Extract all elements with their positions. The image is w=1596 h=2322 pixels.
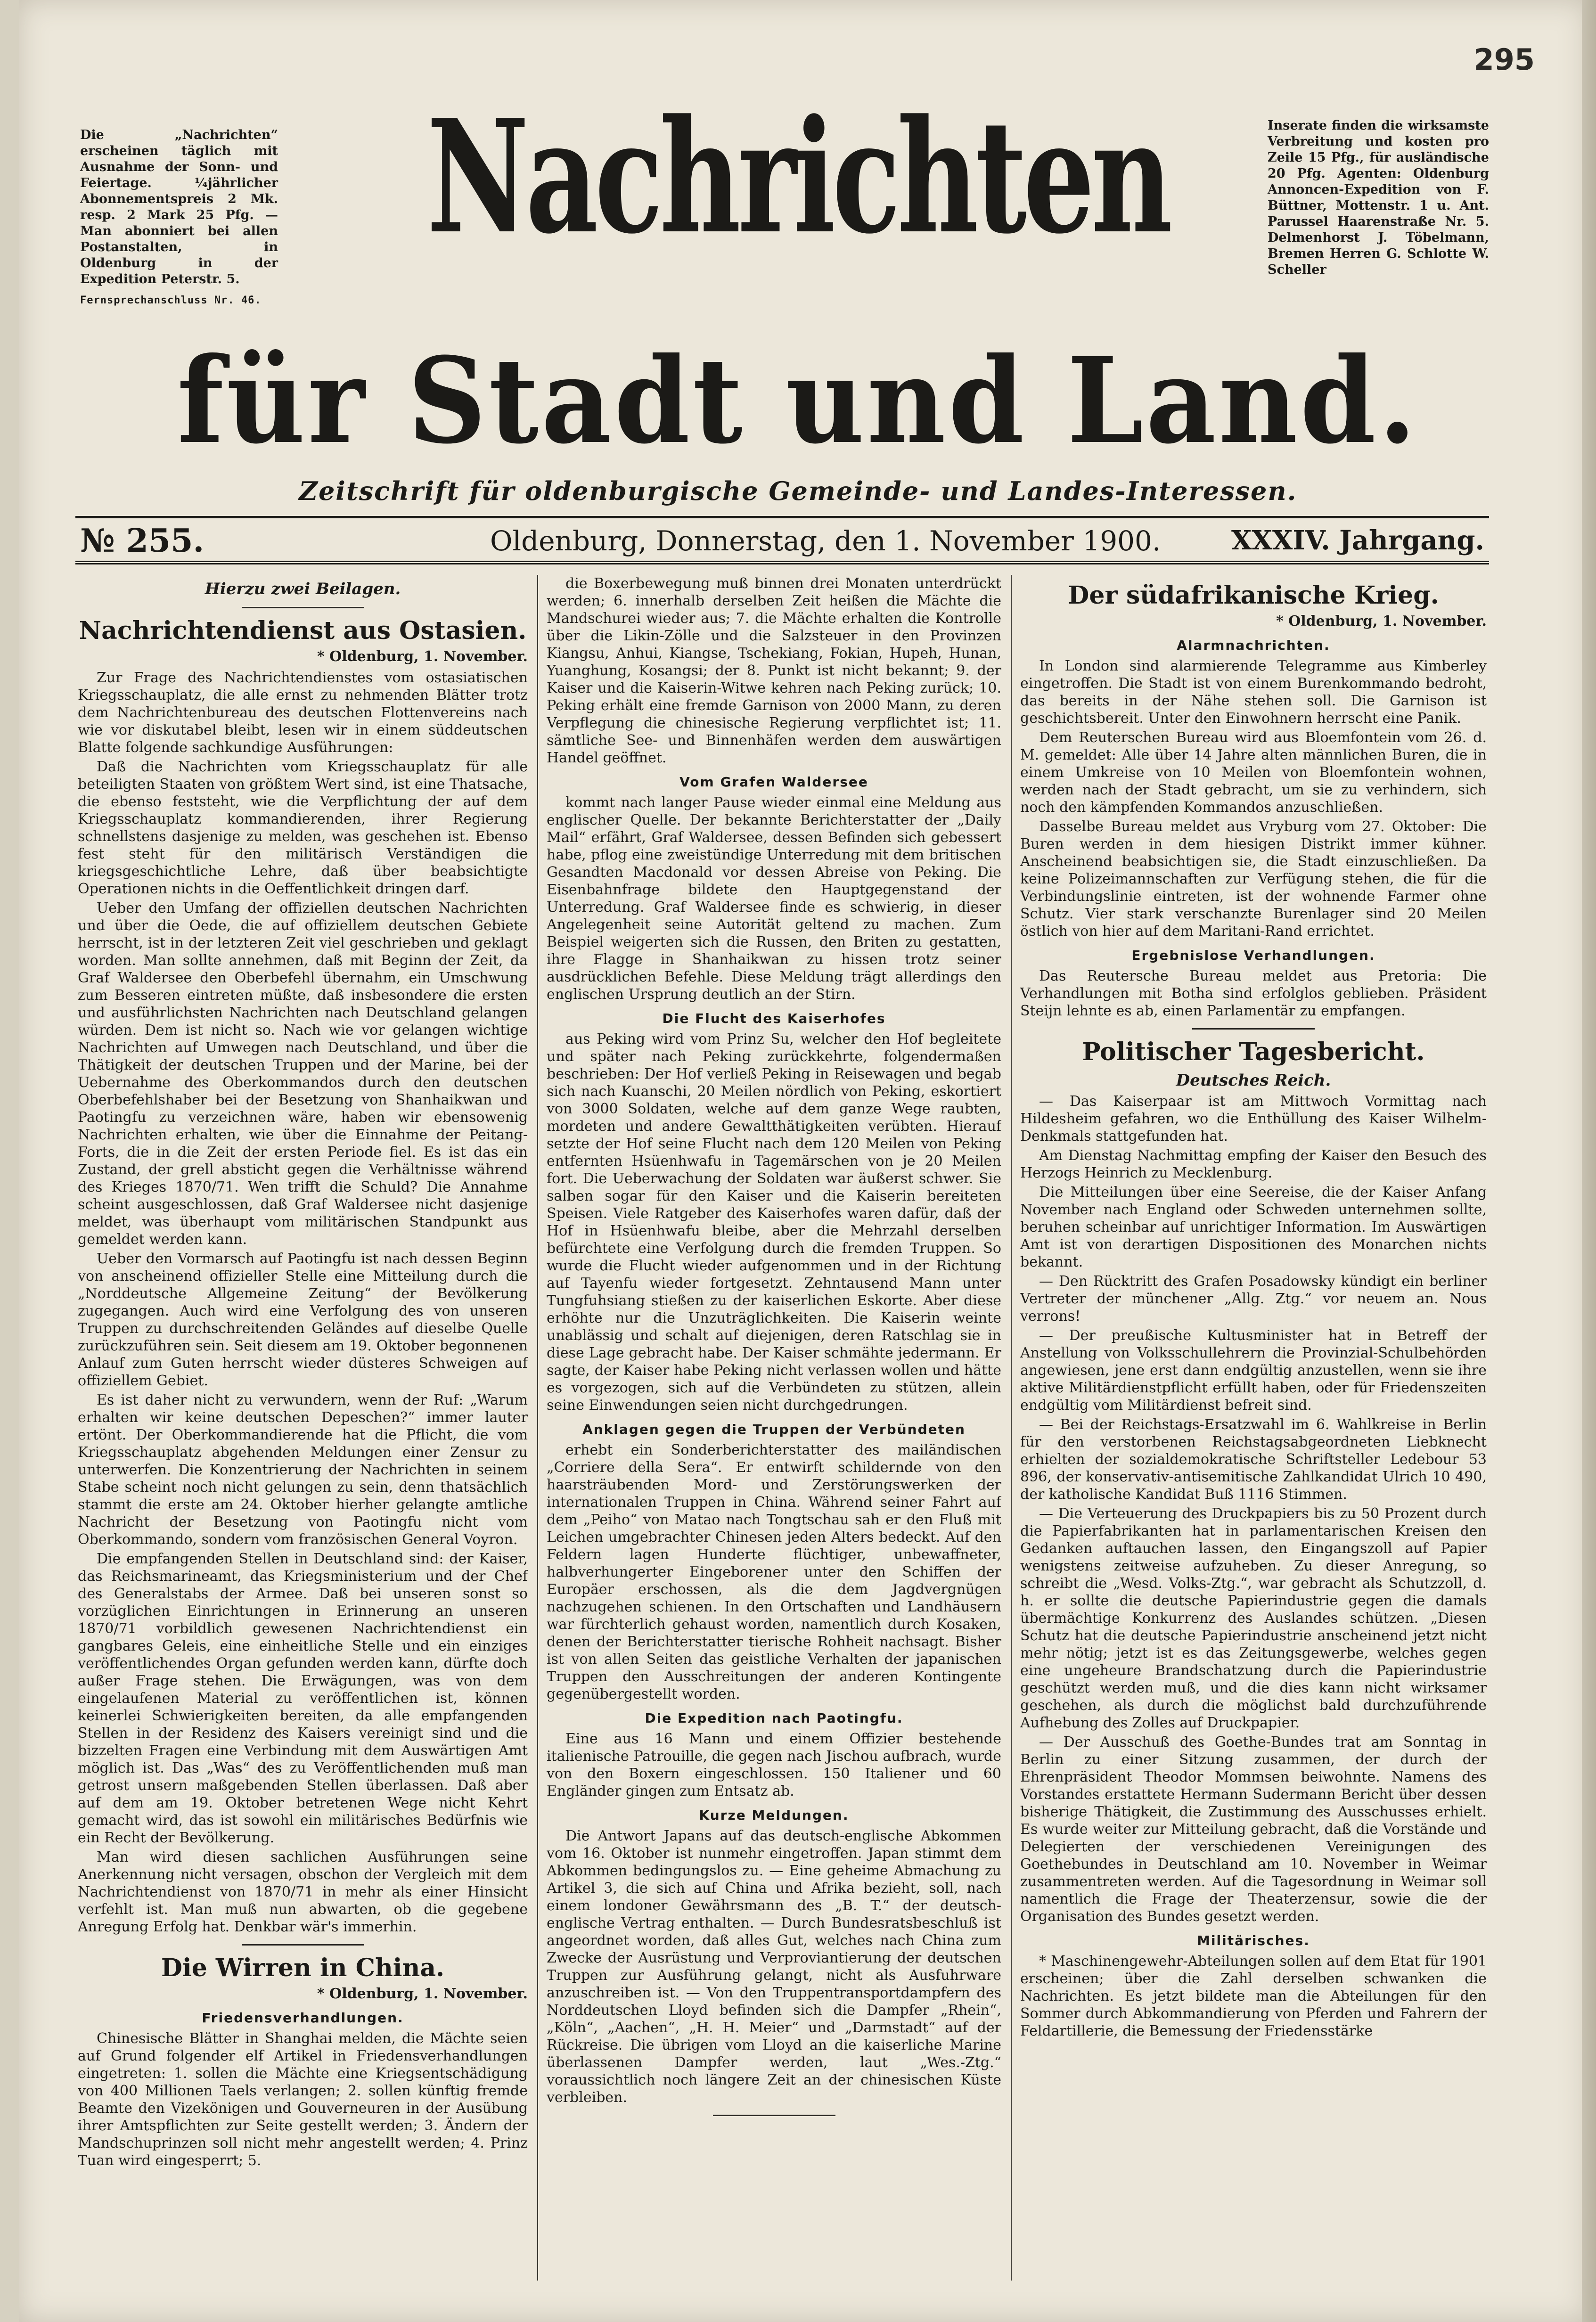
paragraph: — Den Rücktritt des Grafen Posadowsky kündigt ein berliner Vertreter der münchener „Allg. Ztg.“ vor neuem an. Nous verrons! — [1020, 1273, 1487, 1325]
paragraph: Es ist daher nicht zu verwundern, wenn der Ruf: „Warum erhalten wir keine deutschen Depeschen?“ immer lauter ertönt. Der Oberkommandierende hat die Pflicht, die vom Kriegsschauplatz abgehenden Meldungen einer Zensur zu unterwerfen. Die Konzentrierung der Nachrichten in seinem Stabe scheint noch nicht gelungen zu sein, denn thatsächlich stammt die erste am 24. Oktober hierher gelangte amtliche Nachricht der Besetzung von Paotingfu nicht vom Oberkommando, sondern vom französischen General Voyron. — [78, 1392, 528, 1548]
paragraph: die Boxerbewegung muß binnen drei Monaten unterdrückt werden; 6. innerhalb derselben Zeit heißen die Mächte die Mandschurei wieder aus; 7. die Mächte erhalten die Kontrolle über die Likin-Zölle und die Salzsteuer in den Provinzen Kiangsu, Anhui, Kiangse, Tschekiang, Fokian, Hupeh, Hunan, Yuanghung, Kosangsi; der 8. Punkt ist nicht bekannt; 9. der Kaiser und die Kaiserin-Witwe kehren nach Peking zurück; 10. Peking erhält eine fremde Garnison von 2000 Mann, zu deren Verpflegung die chinesische Regierung verpflichtet ist; 11. sämtliche See- und Binnenhäfen werden dem auswärtigen Handel geöffnet. — [547, 575, 1001, 766]
paragraph: Dem Reuterschen Bureau wird aus Bloemfontein vom 26. d. M. gemeldet: Alle über 14 Jahre alten männlichen Buren, die in einem Umkreise von 10 Meilen von Bloemfontein wohnen, werden nach der Stadt gebracht, um sie zu verhindern, sich noch den kämpfenden Kommandos anzuschließen. — [1020, 729, 1487, 816]
article-dateline: * Oldenburg, 1. November. — [317, 648, 528, 665]
section-heading: Anklagen gegen die Truppen der Verbündeten — [582, 1422, 966, 1437]
paragraph: * Maschinengewehr-Abteilungen sollen auf dem Etat für 1901 erscheinen; über die Zahl derselben schwanken die Nachrichten. Es jetzt bildete man die Abteilungen für den Sommer durch Abkommandierung von Pferden und Fahrern der Feldartillerie, die Bemessung der Friedensstärke — [1020, 1953, 1487, 2039]
paragraph: — Das Kaiserpaar ist am Mittwoch Vormittag nach Hildesheim gefahren, wo die Enthüllung des Kaiser Wilhelm-Denkmals stattgefunden hat. — [1020, 1093, 1487, 1145]
paragraph: — Bei der Reichstags-Ersatzwahl im 6. Wahlkreise in Berlin für den verstorbenen Reichstagsabgeordneten Liebknecht erhielten der sozialdemokratische Schriftsteller Ledebour 53 896, der konservativ-antisemitische Zahlkandidat Ulrich 10 490, der katholische Kandidat Buß 1116 Stimmen. — [1020, 1416, 1487, 1503]
volume-year: XXXIV. Jahrgang. — [1231, 525, 1484, 556]
paragraph: Chinesische Blätter in Shanghai melden, die Mächte seien auf Grund folgender elf Artikel in Friedensverhandlungen eingetreten: 1. sollen die Mächte eine Kriegsentschädigung von 400 Millionen Taels verlangen; 2. sollen künftig fremde Beamte den Vizekönigen und Gouverneuren in der Ausübung ihrer Amtspflichten zur Seite gestellt werden; 3. Ändern der Mandschuprinzen soll nicht mehr angestellt werden; 4. Prinz Tuan wird eingesperrt; 5. — [78, 2030, 528, 2169]
article-title: Nachrichtendienst aus Ostasien. — [79, 616, 527, 645]
paragraph: Die Mitteilungen über eine Seereise, die der Kaiser Anfang November nach England oder Schweden unternehmen sollte, beruhen scheinbar auf unrichtiger Information. Im Auswärtigen Amt ist von derartigen Dispositionen des Monarchen nichts bekannt. — [1020, 1184, 1487, 1270]
paragraph: Ueber den Umfang der offiziellen deutschen Nachrichten und über die Oede, die auf offiziellem deutschen Gebiete herrscht, ist in der letzteren Zeit viel geschrieben und geklagt worden. Man sollte annehmen, daß mit Beginn der Zeit, da Graf Waldersee den Oberbefehl übernahm, ein Umschwung zum Besseren eintreten müßte, daß insbesondere die ersten und ausführlichsten Nachrichten nach Deutschland gelangen würden. Dem ist nicht so. Nach wie vor gelangen wichtige Nachrichten auf Umwegen nach Deutschland, und über die Thätigkeit der deutschen Truppen und der Marine, bei der Uebernahme des Oberkommandos durch den deutschen Oberbefehlshaber bei der Besetzung von Shanhaikwan und Paotingfu zu verzeichnen wäre, haben wir ebensowenig Nachrichten erhalten, wie über die Einnahme der Peitang-Forts, die in die Zeit der ersten Periode fiel. Es ist das ein Zustand, der grell absticht gegen die Verhältnisse während des Krieges 1870/71. Wen trifft die Schuld? Die Annahme scheint ausgeschlossen, daß Graf Waldersee nicht dasjenige meldet, was überhaupt vom militärischen Standpunkt aus gemeldet werden kann. — [78, 900, 528, 1248]
divider — [242, 607, 364, 608]
page-edge — [1582, 0, 1596, 2322]
section-heading: Kurze Meldungen. — [699, 1807, 849, 1823]
paragraph: Man wird diesen sachlichen Ausführungen seine Anerkennung nicht versagen, obschon der Vergleich mit dem Nachrichtendienst von 1870/71 in mehr als einer Hinsicht verfehlt ist. Man muß nun abwarten, ob die gegebene Anregung Erfolg hat. Denkbar wär's immerhin. — [78, 1849, 528, 1935]
section-heading: Vom Grafen Waldersee — [679, 774, 868, 790]
supplement-note: Hierzu zwei Beilagen. — [205, 580, 401, 598]
advertising-note: Inserate finden die wirksamste Verbreitung und kosten pro Zeile 15 Pfg., für ausländische 20 Pfg. Agenten: Oldenburg Annoncen-Expedition von F. Büttner, Mottenstr. 1 u. Ant. Parussel Haarenstraße Nr. 5. Delmenhorst J. Töbelmann, Bremen Herren G. Schlotte W. Scheller — [1268, 118, 1489, 277]
section-heading: Alarmnachrichten. — [1177, 638, 1330, 653]
paragraph: Das Reutersche Bureau meldet aus Pretoria: Die Verhandlungen mit Botha sind erfolglos geblieben. Präsident Steijn lehnte es ab, einen Parlamentär zu empfangen. — [1020, 968, 1487, 1019]
paragraph: In London sind alarmierende Telegramme aus Kimberley eingetroffen. Die Stadt ist von einem Burenkommando bedroht, das bereits in der Nähe stehen soll. Die Garnison ist geschichtsbereit. Unter den Einwohnern herrscht eine Panik. — [1020, 658, 1487, 727]
paragraph: Zur Frage des Nachrichtendienstes vom ostasiatischen Kriegsschauplatz, die alle ernst zu nehmenden Blätter trotz dem Nachrichtenbureau des deutschen Flottenvereins nach wie vor diskutabel bleibt, lesen wir in einem süddeutschen Blatte folgende sachkundige Ausführungen: — [78, 670, 528, 756]
subscription-note: Die „Nachrichten“ erscheinen täglich mit Ausnahme der Sonn- und Feiertage. ¼jährlicher Abonnementspreis 2 Mk. resp. 2 Mark 25 Pfg. — Man abonniert bei allen Postanstalten, in Oldenburg in der Expedition Peterstr. 5. — [80, 128, 278, 286]
article-title: Der südafrikanische Krieg. — [1068, 581, 1439, 610]
phone-note: Fernsprechanschluss Nr. 46. — [80, 294, 262, 306]
paragraph: Daß die Nachrichten vom Kriegsschauplatz für alle beteiligten Staaten von größtem Wert sind, ist eine Thatsache, die ebenso feststeht, wie die Verpflichtung der auf dem Kriegsschauplatz kommandierenden, ihrer Regierung schnellstens dasjenige zu melden, was geschehen ist. Ebenso fest steht für den militärisch Verständigen die kriegsgeschichtliche Lehre, daß über beabsichtigte Operationen nichts in die Oeffentlichkeit dringen darf. — [78, 759, 528, 897]
column-1 — [78, 575, 528, 2290]
article-title: Die Wirren in China. — [161, 1954, 445, 1982]
divider — [713, 2115, 835, 2116]
section-heading: Ergebnislose Verhandlungen. — [1131, 948, 1375, 963]
masthead-subtitle: für Stadt und Land. — [177, 331, 1419, 470]
paragraph: aus Peking wird vom Prinz Su, welcher den Hof begleitete und später nach Peking zurückkehrte, folgendermaßen beschrieben: Der Hof verließ Peking in Reisewagen und begab sich nach Kuanschi, 20 Meilen nördlich von Peking, eskortiert von 3000 Soldaten, welche auf dem ganze Wege raubten, mordeten und andere Gewaltthätigkeiten verübten. Hierauf setzte der Hof seine Flucht nach dem 120 Meilen von Peking entfernten Hsüenhwafu in Tagemärschen von je 20 Meilen fort. Die Ueberwachung der Soldaten war äußerst schwer. Sie salben sogar für den Kaiser und die Kaiserin bereiteten Speisen. Viele Ratgeber des Kaiserhofes waren dafür, daß der Hof in Hsüenhwafu bleibe, aber die Mehrzahl derselben befürchtete eine Verfolgung durch die fremden Truppen. So wurde die Flucht wieder aufgenommen und in der Richtung auf Tayenfu wieder fortgesetzt. Zehntausend Mann unter Tungfuhsiang stießen zu der kaiserlichen Eskorte. Aber diese erhöhte nur die Unzuträglichkeiten. Die Kaiserin weinte unablässig und schalt auf diejenigen, deren Ratschlag sie in diese Lage gebracht habe. Der Kaiser schmähte jedermann. Er sagte, der Kaiser habe Peking nicht verlassen wollen und hätte es vorgezogen, sich auf die Verbündeten zu stützen, allein seine Einwendungen seien nicht durchgedrungen. — [547, 1031, 1001, 1414]
paragraph: Dasselbe Bureau meldet aus Vryburg vom 27. Oktober: Die Buren werden in dem hiesigen Distrikt immer kühner. Anscheinend beabsichtigen sie, die Stadt einzuschließen. Da keine Polizeimannschaften zur Verfügung stehen, die für die Verbindungslinie eintreten, ist der wohnende Farmer ohne Schutz. Vier stark verschanzte Burenlager sind 20 Meilen östlich von hier auf dem Maritani-Rand errichtet. — [1020, 818, 1487, 940]
article-dateline: * Oldenburg, 1. November. — [317, 1986, 528, 2002]
paragraph: — Der Ausschuß des Goethe-Bundes trat am Sonntag in Berlin zu einer Sitzung zusammen, der durch der Ehrenpräsident Theodor Mommsen beiwohnte. Namens des Vorstandes erstattete Hermann Sudermann Bericht über dessen bisherige Thätigkeit, die Zustimmung des Ausschusses erhielt. Es wurde weiter zur Mitteilung gebracht, daß die Vorstände und Delegierten der verschiedenen Vereinigungen des Goethebundes in Deutschland am 10. November in Weimar zusammentreten werden. Auf die Tagesordnung in Weimar soll namentlich die Frage der Theaterzensur, sowie die der Organisation des Bundes gesetzt werden. — [1020, 1734, 1487, 1925]
paragraph: Eine aus 16 Mann und einem Offizier bestehende italienische Patrouille, die gegen nach Jischou aufbrach, wurde von den Boxern eingeschlossen. 150 Italiener und 60 Engländer gingen zum Entsatz ab. — [547, 1731, 1001, 1799]
section-heading: Die Expedition nach Paotingfu. — [645, 1710, 903, 1726]
paragraph: erhebt ein Sonderberichterstatter des mailändischen „Corriere della Sera“. Er entwirft schildernde von den haarsträubenden Mord- und Zerstörungswerken der internationalen Truppen in China. Während seiner Fahrt auf dem „Peiho“ von Matao nach Tongtschau sah er den Fluß mit Leichen umgebrachter Chinesen jeden Alters bedeckt. Auf den Feldern lagen Hunderte flüchtiger, unbewaffneter, halbverhungerter Eingeborener unter den Schiffen der Europäer erschossen, als die dem Jagdvergnügen nachzugehen schienen. In den Ortschaften und Landhäusern war fürchterlich gehaust worden, namentlich durch Kosaken, denen der Berichterstatter tierische Rohheit nachsagt. Bisher ist von allen Seiten das geistliche Verhalten der japanischen Truppen den Ausschreitungen der anderen Kontingente gegenübergestellt worden. — [547, 1442, 1001, 1702]
section-heading: Friedensverhandlungen. — [202, 2010, 404, 2026]
paragraph: Am Dienstag Nachmittag empfing der Kaiser den Besuch des Herzogs Heinrich zu Mecklenburg. — [1020, 1147, 1487, 1181]
section-heading: Deutsches Reich. — [1176, 1071, 1331, 1090]
section-heading: Die Flucht des Kaiserhofes — [662, 1011, 886, 1026]
column-3 — [1020, 575, 1487, 2290]
column-2 — [547, 575, 1001, 2290]
paragraph: — Der preußische Kultusminister hat in Betreff der Anstellung von Volksschullehrern die Provinzial-Schulbehörden angewiesen, jene erst dann endgültig anzustellen, wenn sie ihre aktive Militärdienstpflicht erfüllt haben, oder für Friedenszeiten endgültig vom Militärdienst befreit sind. — [1020, 1327, 1487, 1414]
column-rule — [1011, 575, 1012, 2281]
paragraph: Ueber den Vormarsch auf Paotingfu ist nach dessen Beginn von anscheinend offizieller Stelle eine Mitteilung durch die „Norddeutsche Allgemeine Zeitung“ der Bevölkerung zugegangen. Auch wird eine Verfolgung des von unseren Truppen zu durchschreitenden Geländes auf dieselbe Quelle zurückzuführen sein. Seit diesem am 19. Oktober begonnenen Anlauf zum Guten herrscht wieder düsteres Schweigen auf offiziellem Gebiet. — [78, 1251, 528, 1389]
masthead-title: Nachrichten — [426, 85, 1170, 268]
article-dateline: * Oldenburg, 1. November. — [1276, 613, 1487, 630]
divider — [1192, 1028, 1315, 1030]
paragraph: — Die Verteuerung des Druckpapiers bis zu 50 Prozent durch die Papierfabrikanten hat in parlamentarischen Kreisen den Gedanken auftauchen lassen, den Eingangszoll auf Papier wenigstens zeitweise aufzuheben. Zu dieser Anregung, so schreibt die „Wesd. Volks-Ztg.“, war gebracht als Schutzzoll, d. h. er sollte die deutsche Papierindustrie gegen die damals übermächtige Konkurrenz des Auslandes schützen. „Diesen Schutz hat die deutsche Papierindustrie anscheinend jetzt nicht mehr nötig; jetzt ist es das Zeitungsgewerbe, welches gegen eine ungeheure Brandschatzung durch die Papierindustrie geschützt werden muß, und die dies kann nicht wirksamer geschehen, als durch die möglichst bald durchzuführende Aufhebung des Zolles auf Druckpapier. — [1020, 1505, 1487, 1731]
divider — [242, 1944, 364, 1946]
dateline-bar — [75, 516, 1489, 564]
paragraph: kommt nach langer Pause wieder einmal eine Meldung aus englischer Quelle. Der bekannte Berichterstatter der „Daily Mail“ erfährt, Graf Waldersee, dessen Befinden sich gebessert habe, pflog eine zweistündige Unterredung mit dem britischen Gesandten Macdonald vor dessen Abreise von Peking. Die Eisenbahnfrage bildete den Hauptgegenstand der Unterredung. Graf Waldersee finde es schwierig, in dieser Angelegenheit seine Autorität geltend zu machen. Zum Beispiel weigerten sich die Russen, den Briten zu gestatten, ihre Flagge in Shanhaikwan zu hissen trotz seiner ausdrücklichen Befehle. Diese Meldung trägt allerdings den englischen Ursprung deutlich an der Stirn. — [547, 794, 1001, 1003]
column-rule — [537, 575, 538, 2281]
issue-number: № 255. — [80, 522, 205, 560]
page-number: 295 — [1473, 42, 1535, 77]
paragraph: Die Antwort Japans auf das deutsch-englische Abkommen vom 16. Oktober ist nunmehr eingetroffen. Japan stimmt dem Abkommen bedingungslos zu. — Eine geheime Abmachung zu Artikel 3, die sich auf China und Afrika bezieht, soll, nach einem londoner Gewährsmann des „B. T.“ der deutsch-englische Vertrag enthalten. — Durch Bundesratsbeschluß ist angeordnet worden, daß alles Gut, welches nach China zum Zwecke der Ausrüstung und Verproviantierung der deutschen Truppen zur Ausführung gelangt, nicht als Ausfuhrware anzuschreiben ist. — Von den Truppentransportdampfern des Norddeutschen Lloyd befinden sich die Dampfer „Rhein“, „Köln“, „Aachen“, „H. H. Meier“ und „Darmstadt“ auf der Rückreise. Die übrigen vom Lloyd an die kaiserliche Marine überlassenen Dampfer werden, laut „Wes.-Ztg.“ voraussichtlich noch längere Zeit an der chinesischen Küste verbleiben. — [547, 1828, 1001, 2106]
issue-date: Oldenburg, Donnerstag, den 1. November 1900. — [490, 525, 1161, 557]
masthead-tagline: Zeitschrift für oldenburgische Gemeinde- und Landes-Interessen. — [299, 476, 1297, 506]
section-heading: Militärisches. — [1197, 1933, 1310, 1948]
article-title: Politischer Tagesbericht. — [1082, 1038, 1425, 1066]
paragraph: Die empfangenden Stellen in Deutschland sind: der Kaiser, das Reichsmarineamt, das Kriegsministerium und der Chef des Generalstabs der Armee. Daß bei unseren sonst so vorzüglichen Einrichtungen in Erinnerung an unseren 1870/71 vorbildlich gewesenen Nachrichtendienst ein gangbares Geleis, eine einheitliche Stelle und ein einziges veröffentlichendes Organ gefunden werden kann, dürfte doch außer Frage stehen. Die Erwägungen, was von dem eingelaufenen Material zu veröffentlichen ist, können keinerlei Schwierigkeiten bereiten, da alle empfangenden Stellen in der Residenz des Kaisers vereinigt sind und die bizzelten Fragen eine Verbindung mit dem Auswärtigen Amt möglich ist. Das „Was“ des zu Veröffentlichenden muß man getrost unsern maßgebenden Stellen überlassen. Daß aber auf dem am 19. Oktober betretenen Wege nicht Kehrt gemacht wird, das ist sowohl ein militärisches Bedürfnis wie ein Recht der Bevölkerung. — [78, 1551, 528, 1846]
